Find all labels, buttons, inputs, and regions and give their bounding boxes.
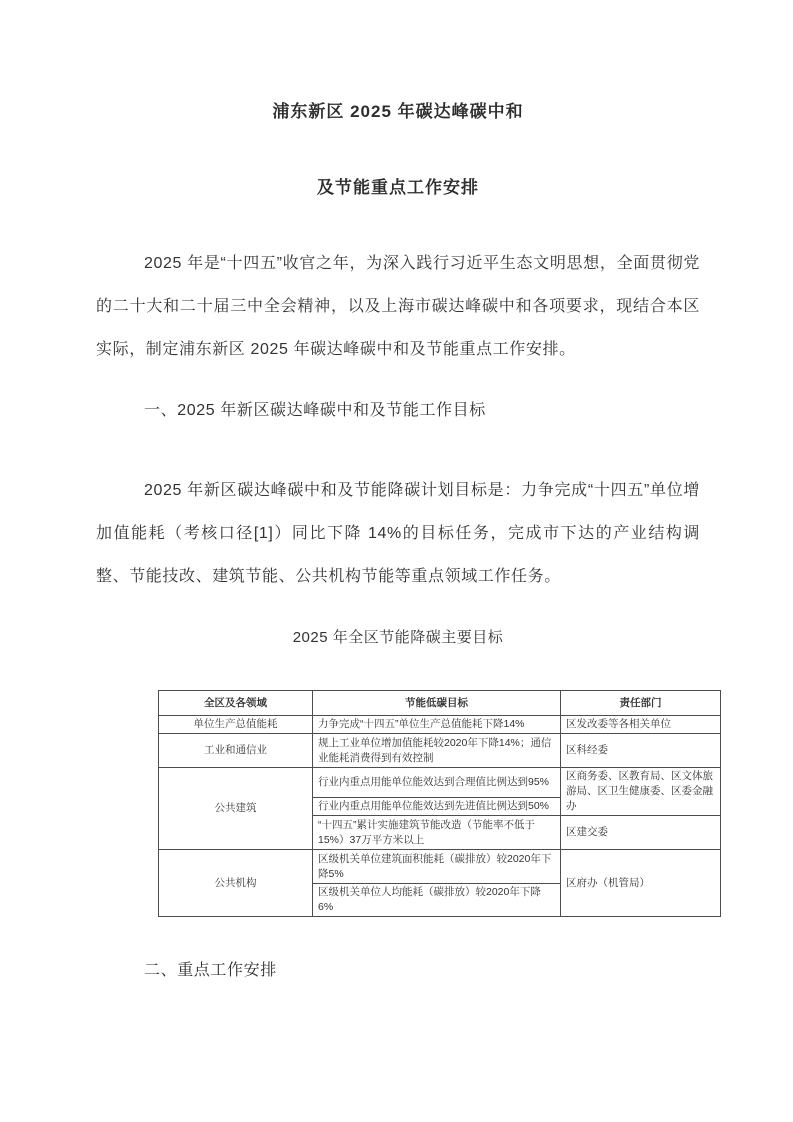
cell-gdp-target: 力争完成“十四五”单位生产总值能耗下降14% — [313, 716, 561, 734]
header-cell-area: 全区及各领域 — [159, 691, 313, 716]
table-row-industry — [159, 734, 721, 768]
header-cell-dept: 责任部门 — [561, 691, 721, 716]
cell-industry-dept: 区科经委 — [561, 734, 721, 768]
cell-gdp-area: 单位生产总值能耗 — [159, 716, 313, 734]
cell-public-institutions-target2: 区级机关单位人均能耗（碳排放）较2020年下降6% — [313, 884, 561, 917]
table-row-gdp-energy — [159, 716, 721, 734]
goals-table — [158, 690, 721, 917]
cell-public-institutions-dept: 区府办（机管局） — [561, 850, 721, 917]
cell-public-buildings-dept3: 区建交委 — [561, 816, 721, 850]
document-title-line2: 及节能重点工作安排 — [317, 178, 479, 197]
goals-paragraph: 2025 年新区碳达峰碳中和及节能降碳计划目标是：力争完成“十四五”单位增加值能耗（考核口径[1]）同比下降 14%的目标任务，完成市下达的产业结构调整、节能技改、建筑节能、公共机构节能等重点领域工作任务。 — [96, 482, 700, 585]
goals-table-caption: 2025 年全区节能降碳主要目标 — [292, 629, 504, 646]
document-title-line1: 浦东新区 2025 年碳达峰碳中和 — [272, 102, 524, 121]
table-row-public-buildings-1 — [159, 768, 721, 798]
table-row-public-institutions-1 — [159, 850, 721, 884]
cell-public-buildings-target1: 行业内重点用能单位能效达到合理值比例达到95% — [313, 768, 561, 798]
section-1-heading: 一、2025 年新区碳达峰碳中和及节能工作目标 — [144, 402, 486, 419]
intro-paragraph: 2025 年是“十四五”收官之年，为深入践行习近平生态文明思想，全面贯彻党的二十大和二十届三中全会精神，以及上海市碳达峰碳中和各项要求，现结合本区实际，制定浦东新区 2025 年碳达峰碳中和及节能重点工作安排。 — [96, 255, 700, 358]
section-2-heading: 二、重点工作安排 — [144, 962, 277, 979]
header-cell-target: 节能低碳目标 — [313, 691, 561, 716]
cell-gdp-dept: 区发改委等各相关单位 — [561, 716, 721, 734]
cell-industry-target: 规上工业单位增加值能耗较2020年下降14%；通信业能耗消费得到有效控制 — [313, 734, 561, 768]
cell-public-buildings-target3: “十四五”累计实施建筑节能改造（节能率不低于15%）37万平方米以上 — [313, 816, 561, 850]
cell-industry-area: 工业和通信业 — [159, 734, 313, 768]
cell-public-buildings-target2: 行业内重点用能单位能效达到先进值比例达到50% — [313, 798, 561, 816]
cell-public-institutions-area: 公共机构 — [159, 850, 313, 917]
cell-public-buildings-area: 公共建筑 — [159, 768, 313, 850]
cell-public-institutions-target1: 区级机关单位建筑面积能耗（碳排放）较2020年下降5% — [313, 850, 561, 884]
goals-table-header-row — [159, 691, 721, 716]
cell-public-buildings-dept12: 区商务委、区教育局、区文体旅游局、区卫生健康委、区委金融办 — [561, 768, 721, 816]
